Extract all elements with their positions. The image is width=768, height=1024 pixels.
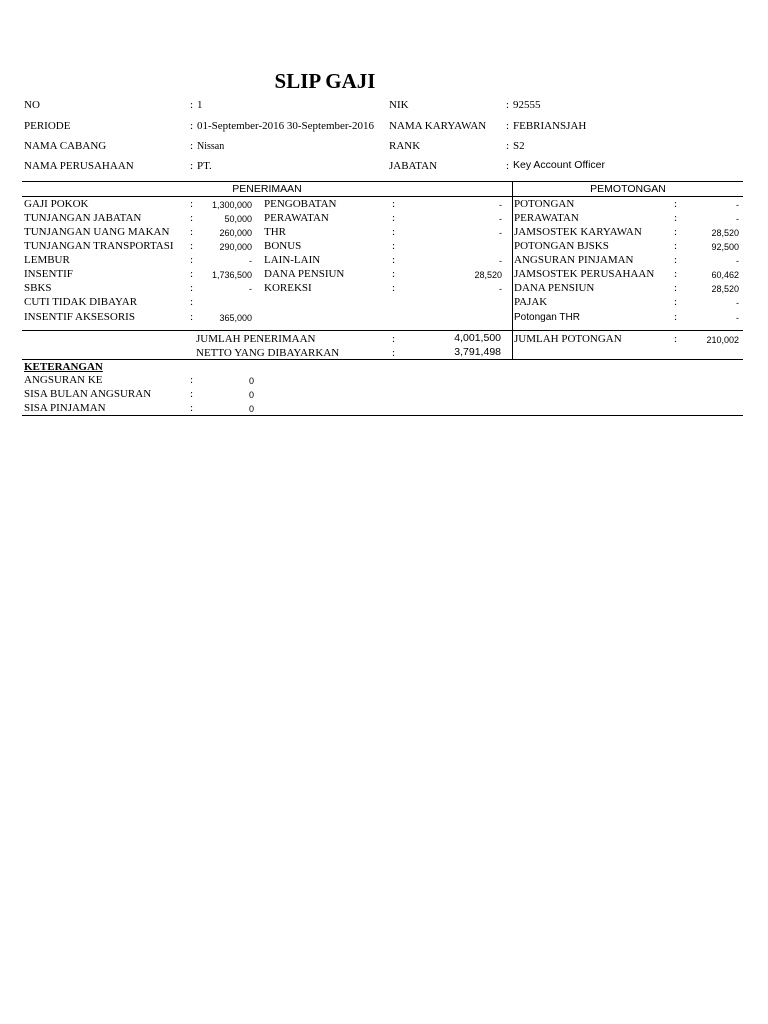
separator: : <box>392 240 396 252</box>
pemotongan-item-label: POTONGAN <box>514 198 575 210</box>
jumlah-penerimaan-label: JUMLAH PENERIMAAN <box>196 333 316 345</box>
separator: : <box>506 140 510 152</box>
periode-value: 01-September-2016 30-September-2016 <box>197 120 375 132</box>
penerimaan-item-label: DANA PENSIUN <box>264 268 345 280</box>
separator: : <box>674 254 678 266</box>
periode-label: PERIODE <box>24 120 71 132</box>
pemotongan-item-value: - <box>736 313 739 323</box>
separator: : <box>190 296 194 308</box>
separator: : <box>190 198 194 210</box>
penerimaan-item-label: TUNJANGAN TRANSPORTASI <box>24 240 174 252</box>
penerimaan-item-label: LAIN-LAIN <box>264 254 321 266</box>
separator: : <box>190 388 194 400</box>
netto-value: 3,791,498 <box>454 346 501 358</box>
column-divider <box>512 181 513 359</box>
pemotongan-item-value: - <box>736 256 739 266</box>
table-top-border <box>22 181 743 182</box>
penerimaan-item-value: 260,000 <box>219 228 252 238</box>
pemotongan-item-value: - <box>736 298 739 308</box>
penerimaan-item-value: 1,736,500 <box>211 270 252 280</box>
nik-value: 92555 <box>513 99 541 111</box>
pemotongan-item-label: Potongan THR <box>514 312 580 323</box>
separator: : <box>190 140 194 152</box>
separator: : <box>674 333 678 345</box>
penerimaan-item-value: - <box>499 228 502 238</box>
pemotongan-item-label: POTONGAN BJSKS <box>514 240 609 252</box>
pemotongan-item-label: ANGSURAN PINJAMAN <box>514 254 634 266</box>
penerimaan-item-value: 290,000 <box>219 242 252 252</box>
separator: : <box>190 226 194 238</box>
penerimaan-item-value: - <box>499 214 502 224</box>
penerimaan-item-label: INSENTIF <box>24 268 73 280</box>
jumlah-potongan-label: JUMLAH POTONGAN <box>514 333 622 345</box>
totals-top-border <box>22 330 743 331</box>
keterangan-item-value: 0 <box>248 376 254 386</box>
pemotongan-item-label: JAMSOSTEK KARYAWAN <box>514 226 642 238</box>
separator: : <box>392 268 396 280</box>
separator: : <box>392 226 396 238</box>
pemotongan-item-label: DANA PENSIUN <box>514 282 595 294</box>
header-bottom-border <box>22 196 743 197</box>
totals-bottom-border <box>22 359 743 360</box>
penerimaan-item-value: 50,000 <box>224 214 252 224</box>
pemotongan-item-value: - <box>736 200 739 210</box>
pemotongan-item-value: 92,500 <box>711 242 739 252</box>
keterangan-item-value: 0 <box>248 390 254 400</box>
separator: : <box>392 254 396 266</box>
cabang-label: NAMA CABANG <box>24 140 107 152</box>
penerimaan-item-value: 1,300,000 <box>211 200 252 210</box>
separator: : <box>190 268 194 280</box>
separator: : <box>506 99 510 111</box>
perusahaan-value: PT. <box>197 160 212 172</box>
rank-value: S2 <box>513 140 525 152</box>
page-title: SLIP GAJI <box>274 69 376 93</box>
pemotongan-item-value: - <box>736 214 739 224</box>
separator: : <box>392 282 396 294</box>
separator: : <box>674 198 678 210</box>
separator: : <box>506 120 510 132</box>
no-label: NO <box>24 99 40 111</box>
netto-label: NETTO YANG DIBAYARKAN <box>196 347 340 359</box>
pemotongan-header: PEMOTONGAN <box>590 183 666 195</box>
pemotongan-item-value: 60,462 <box>711 270 739 280</box>
separator: : <box>190 254 194 266</box>
pemotongan-item-value: 28,520 <box>711 284 739 294</box>
separator: : <box>190 240 194 252</box>
jumlah-penerimaan-value: 4,001,500 <box>454 332 501 344</box>
separator: : <box>190 120 194 132</box>
separator: : <box>190 99 194 111</box>
pemotongan-item-value: 28,520 <box>711 228 739 238</box>
penerimaan-item-value: - <box>499 256 502 266</box>
keterangan-bottom-border <box>22 415 743 416</box>
penerimaan-item-label: TUNJANGAN JABATAN <box>24 212 142 224</box>
separator: : <box>392 198 396 210</box>
cabang-value: Nissan <box>197 141 225 152</box>
separator: : <box>506 160 510 172</box>
separator: : <box>190 282 194 294</box>
penerimaan-item-label: INSENTIF AKSESORIS <box>24 311 135 323</box>
jumlah-potongan-value: 210,002 <box>706 335 739 345</box>
penerimaan-item-label: LEMBUR <box>24 254 70 266</box>
pemotongan-item-label: PERAWATAN <box>514 212 579 224</box>
separator: : <box>190 402 194 414</box>
penerimaan-item-label: BONUS <box>264 240 302 252</box>
keterangan-header: KETERANGAN <box>24 361 103 373</box>
karyawan-value: FEBRIANSJAH <box>513 120 587 132</box>
separator: : <box>190 311 194 323</box>
separator: : <box>674 296 678 308</box>
penerimaan-item-value: - <box>499 200 502 210</box>
penerimaan-item-label: THR <box>264 226 286 238</box>
rank-label: RANK <box>389 140 421 152</box>
separator: : <box>190 374 194 386</box>
keterangan-item-label: SISA BULAN ANGSURAN <box>24 388 152 400</box>
nik-label: NIK <box>389 99 409 111</box>
separator: : <box>674 282 678 294</box>
penerimaan-item-label: KOREKSI <box>264 282 312 294</box>
penerimaan-item-label: SBKS <box>24 282 52 294</box>
separator: : <box>674 226 678 238</box>
penerimaan-header: PENERIMAAN <box>232 183 302 195</box>
penerimaan-item-value: 28,520 <box>474 270 502 280</box>
karyawan-label: NAMA KARYAWAN <box>389 120 487 132</box>
keterangan-item-value: 0 <box>248 404 254 414</box>
separator: : <box>392 333 396 345</box>
separator: : <box>674 311 678 323</box>
separator: : <box>190 160 194 172</box>
jabatan-label: JABATAN <box>389 160 438 172</box>
penerimaan-item-label: TUNJANGAN UANG MAKAN <box>24 226 170 238</box>
pemotongan-item-label: PAJAK <box>514 296 548 308</box>
penerimaan-item-label: PENGOBATAN <box>264 198 337 210</box>
penerimaan-item-label: PERAWATAN <box>264 212 329 224</box>
separator: : <box>674 212 678 224</box>
penerimaan-item-label: CUTI TIDAK DIBAYAR <box>24 296 138 308</box>
keterangan-item-label: ANGSURAN KE <box>24 374 103 386</box>
separator: : <box>392 212 396 224</box>
penerimaan-item-label: GAJI POKOK <box>24 198 89 210</box>
penerimaan-item-value: - <box>249 256 252 266</box>
separator: : <box>392 347 396 359</box>
separator: : <box>674 268 678 280</box>
penerimaan-item-value: 365,000 <box>219 313 252 323</box>
jabatan-value: Key Account Officer <box>513 159 606 171</box>
no-value: 1 <box>197 99 203 111</box>
pemotongan-item-label: JAMSOSTEK PERUSAHAAN <box>514 268 655 280</box>
perusahaan-label: NAMA PERUSAHAAN <box>24 160 134 172</box>
penerimaan-item-value: - <box>249 284 252 294</box>
penerimaan-item-value: - <box>499 284 502 294</box>
separator: : <box>674 240 678 252</box>
keterangan-item-label: SISA PINJAMAN <box>24 402 106 414</box>
separator: : <box>190 212 194 224</box>
